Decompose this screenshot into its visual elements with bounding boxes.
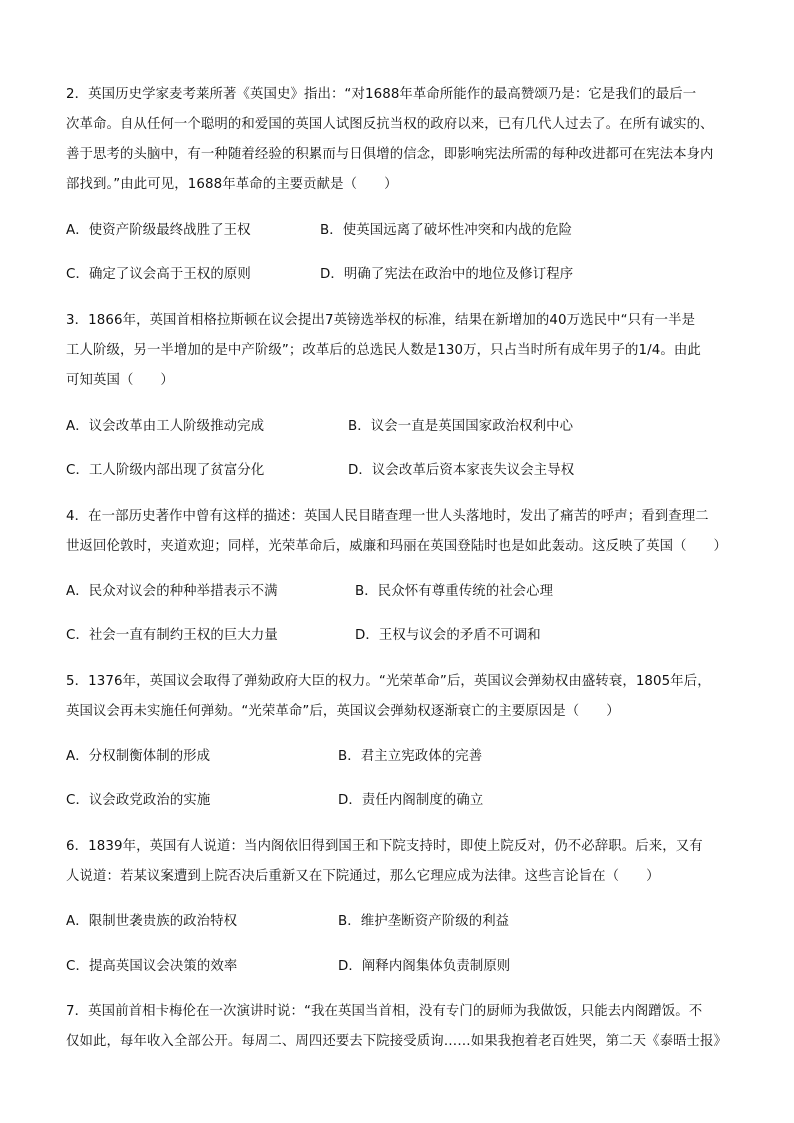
- option-c: C．提高英国议会决策的效率: [66, 959, 238, 974]
- option-b: B．君主立宪政体的完善: [338, 749, 483, 764]
- option-c: C．工人阶级内部出现了贫富分化: [66, 463, 265, 478]
- option-a: A．分权制衡体制的形成: [66, 749, 211, 764]
- question-text-line: 工人阶级，另一半增加的是中产阶级”；改革后的总选民人数是130万，只占当时所有成年男子的1/4。由此: [66, 343, 701, 358]
- option-c: C．议会政党政治的实施: [66, 793, 211, 808]
- option-b: B．使英国远离了破坏性冲突和内战的危险: [320, 223, 573, 238]
- option-c: C．确定了议会高于王权的原则: [66, 267, 251, 282]
- question-text-line: 2．英国历史学家麦考莱所著《英国史》指出：“对1688年革命所能作的最高赞颂乃是：它是我们的最后一: [66, 87, 697, 102]
- option-d: D．王权与议会的矛盾不可调和: [355, 628, 541, 643]
- question-text-line: 可知英国（ ）: [66, 373, 174, 388]
- option-a: A．议会改革由工人阶级推动完成: [66, 419, 265, 434]
- question-text-line: 仅如此，每年收入全部公开。每周二、周四还要去下院接受质询……如果我抱着老百姓哭，第二天《泰晤士报》: [66, 1034, 728, 1049]
- question-text-line: 人说道：若某议案遭到上院否决后重新又在下院通过，那么它理应成为法律。这些言论旨在（ ）: [66, 869, 660, 884]
- option-b: B．民众怀有尊重传统的社会心理: [355, 584, 554, 599]
- question-text-line: 4．在一部历史著作中曾有这样的描述：英国人民目睹查理一世人头落地时，发出了痛苦的呼声；看到查理二: [66, 509, 709, 524]
- question-text-line: 善于思考的头脑中，有一种随着经验的积累而与日俱增的信念，即影响宪法所需的每种改进都可在宪法本身内: [66, 147, 714, 162]
- question-text-line: 7．英国前首相卡梅伦在一次演讲时说：“我在英国当首相，没有专门的厨师为我做饭，只能去内阁蹭饭。不: [66, 1004, 703, 1019]
- option-a: A．限制世袭贵族的政治特权: [66, 914, 238, 929]
- option-d: D．明确了宪法在政治中的地位及修订程序: [320, 267, 574, 282]
- option-d: D．阐释内阁集体负责制原则: [338, 959, 511, 974]
- question-text-line: 英国议会再未实施任何弹劾。“光荣革命”后，英国议会弹劾权逐渐衰亡的主要原因是（ ）: [66, 704, 620, 719]
- question-text-line: 次革命。自从任何一个聪明的和爱国的英国人试图反抗当权的政府以来，已有几代人过去了。在所有诚实的、: [66, 117, 714, 132]
- option-b: B．维护垄断资产阶级的利益: [338, 914, 510, 929]
- option-d: D．议会改革后资本家丧失议会主导权: [348, 463, 575, 478]
- question-text-line: 6．1839年，英国有人说道：当内阁依旧得到国王和下院支持时，即使上院反对，仍不必辞职。后来，又有: [66, 839, 703, 854]
- option-a: A．民众对议会的种种举措表示不满: [66, 584, 278, 599]
- question-text-line: 世返回伦敦时，夹道欢迎；同样，光荣革命后，威廉和玛丽在英国登陆时也是如此轰动。这反映了英国（ ）: [66, 539, 728, 554]
- question-text-line: 5．1376年，英国议会取得了弹劾政府大臣的权力。“光荣革命”后，英国议会弹劾权由盛转衰，1805年后，: [66, 674, 711, 689]
- question-text-line: 部找到。”由此可见，1688年革命的主要贡献是（ ）: [66, 177, 398, 192]
- option-d: D．责任内阁制度的确立: [338, 793, 484, 808]
- option-b: B．议会一直是英国国家政治权利中心: [348, 419, 574, 434]
- option-a: A．使资产阶级最终战胜了王权: [66, 223, 251, 238]
- option-c: C．社会一直有制约王权的巨大力量: [66, 628, 278, 643]
- question-text-line: 3．1866年，英国首相格拉斯顿在议会提出7英镑选举权的标准，结果在新增加的40万选民中“只有一半是: [66, 313, 696, 328]
